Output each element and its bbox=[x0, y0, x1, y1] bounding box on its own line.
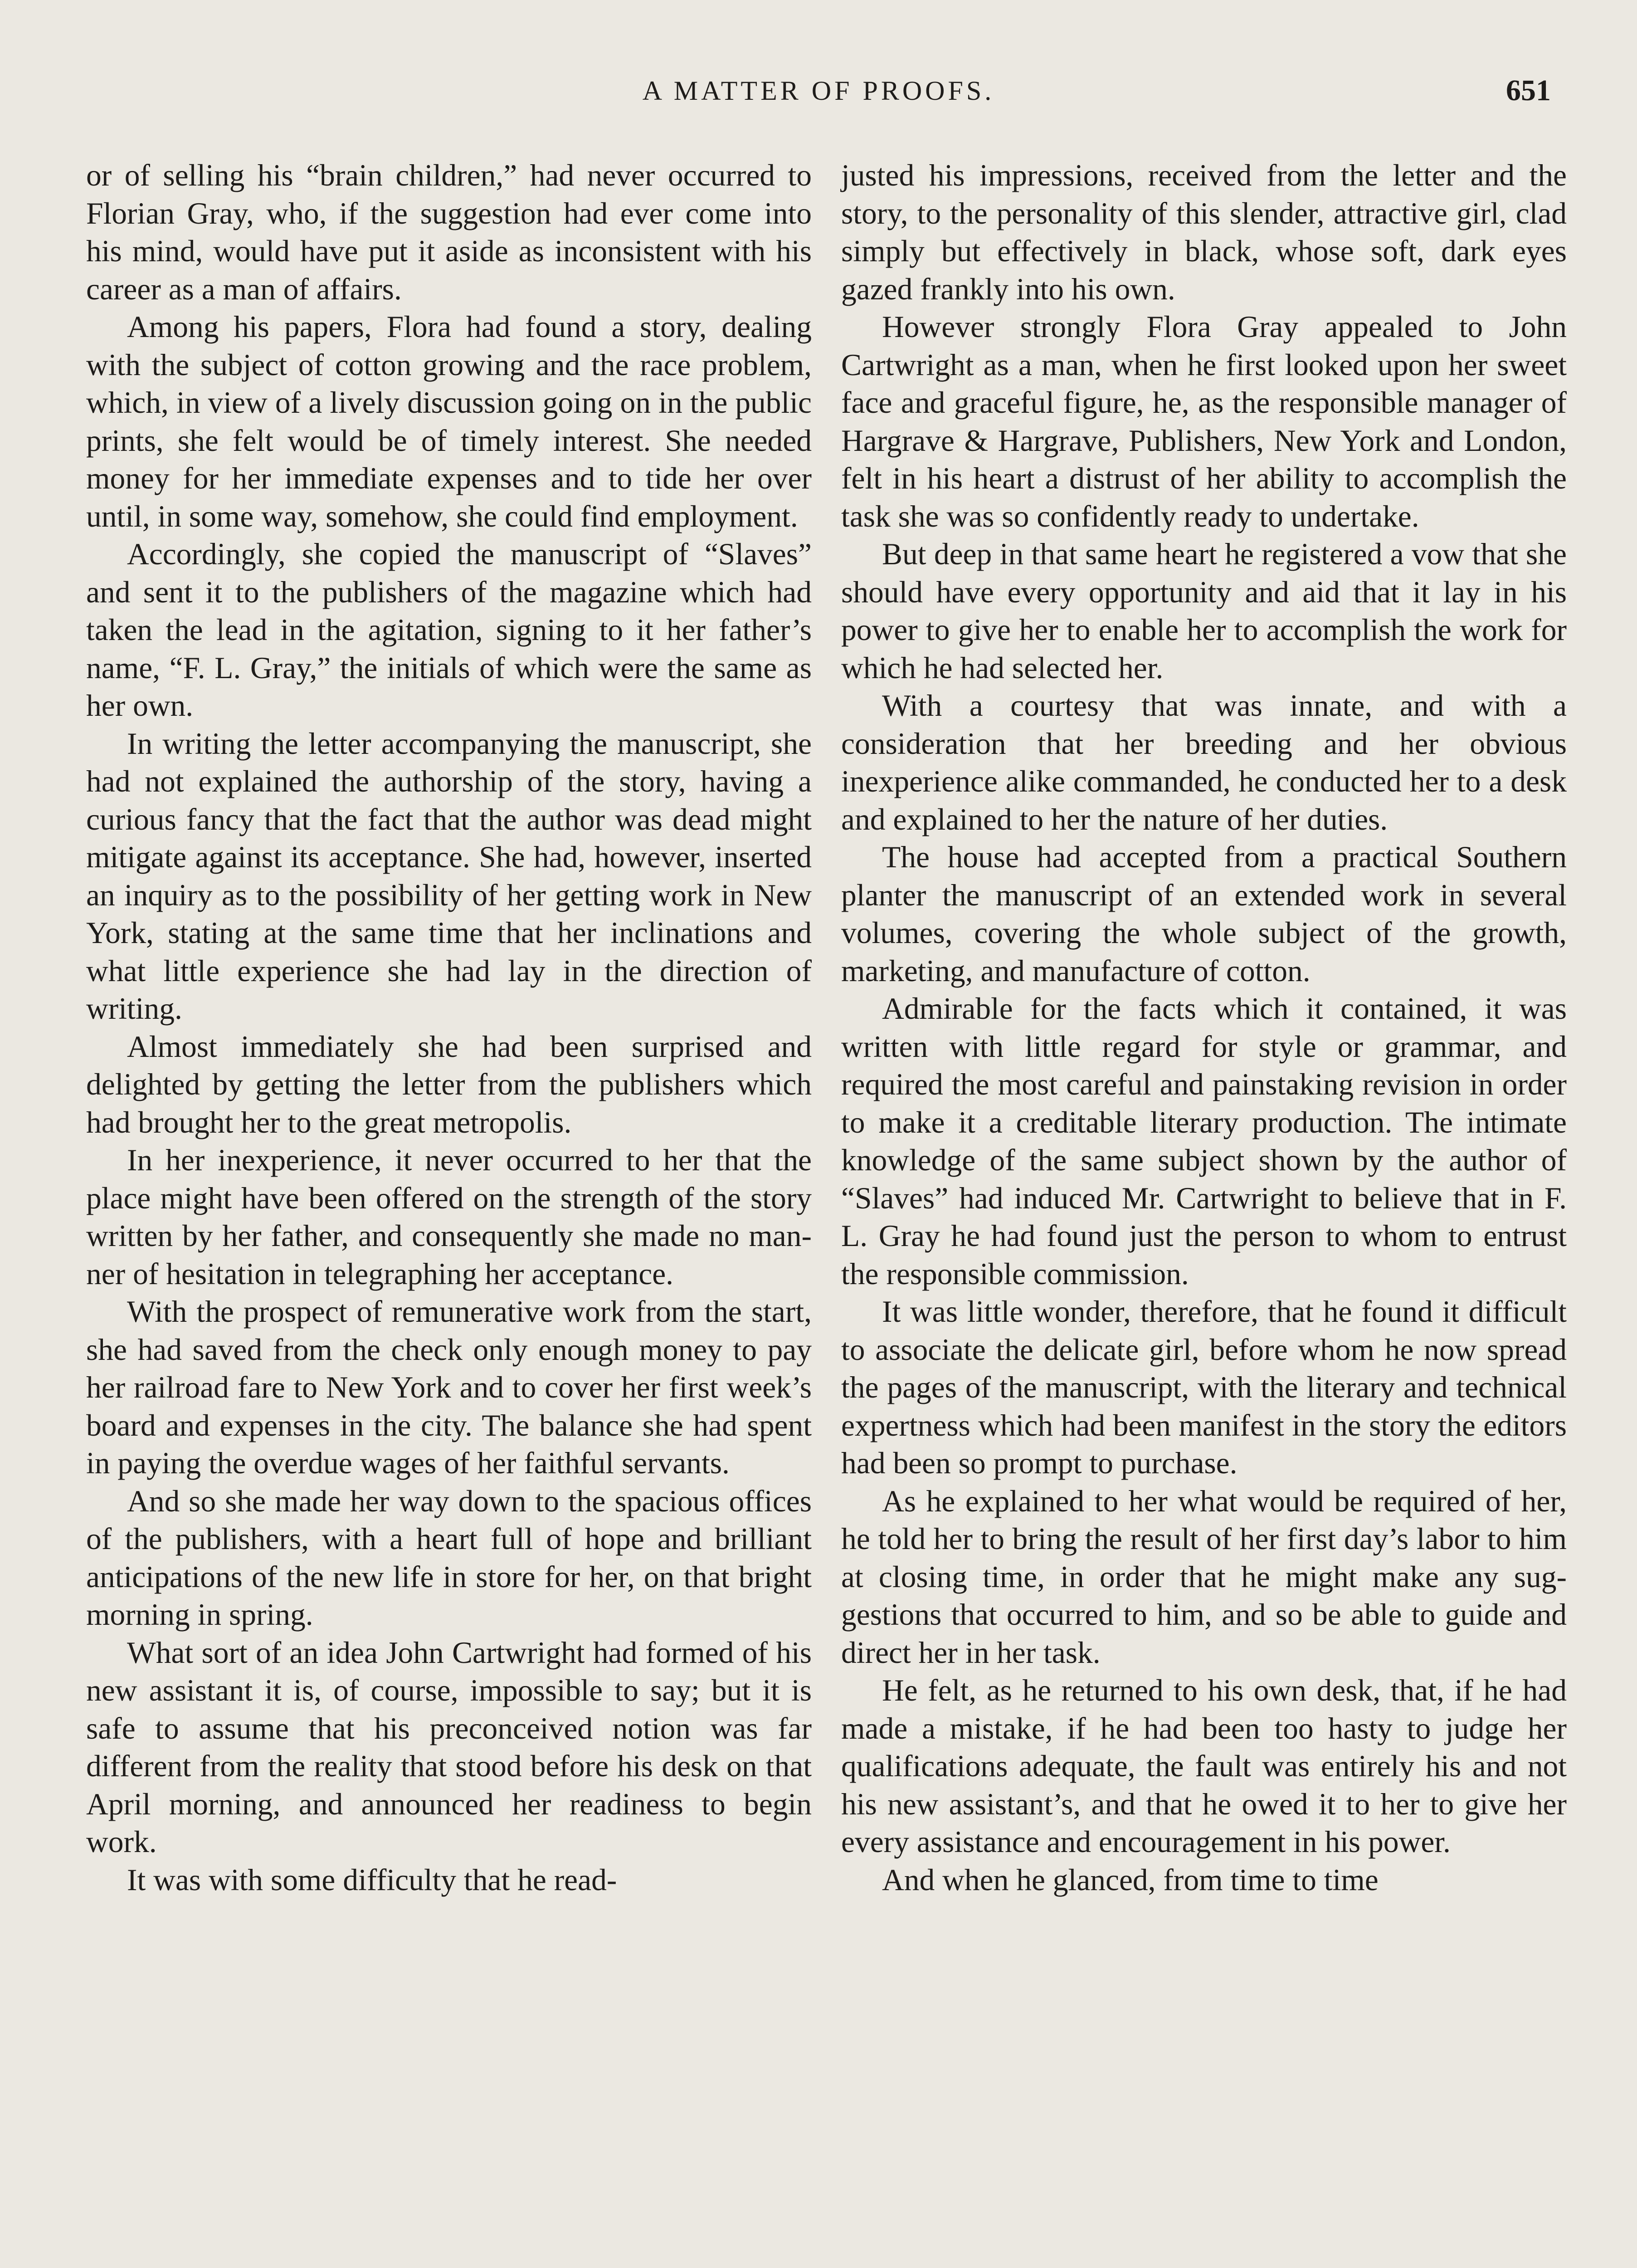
paragraph: With the prospect of remunerative work from the start, she had saved from the check only enough money to pay her railroad fare to New York and to cover her first week’s board and expenses in the city. The balance she had spent in paying the overdue wages of her faithful servants. bbox=[86, 1295, 812, 1480]
paragraph: It was with some difficulty that he read- bbox=[127, 1862, 617, 1897]
paragraph: Almost immediately she had been surprised and delighted by getting the letter from the publishers which had brought her to the great metropolis. bbox=[86, 1029, 812, 1139]
paragraph: What sort of an idea John Cartwright had formed of his new assistant it is, of course, impossible to say; but it is safe to assume that his preconceived notion was far different from the reality that stood before his desk on that April morning, and announced her readiness to begin work. bbox=[86, 1635, 812, 1859]
paragraph: And so she made her way down to the spacious offices of the publishers, with a heart full of hope and brilliant anticipations of the new life in store for her, on that bright morning in spring. bbox=[86, 1484, 812, 1632]
paragraph: However strongly Flora Gray appealed to John Cartwright as a man, when he first looked upon her sweet face and graceful figure, he, as the responsible manager of Hargrave & Hargrave, Publishers, New York and London, felt in his heart a distrust of her ability to accomplish the task she was so confidently ready to undertake. bbox=[841, 310, 1567, 533]
paragraph: In her inexperience, it never occurred to her that the place might have been offered on the strength of the story written by her father, and consequently she made no manner of hesitation in telegraphing her acceptance. bbox=[86, 1143, 812, 1291]
paragraph: It was little wonder, therefore, that he found it difficult to associate the delicate girl, before whom he now spread the pages of the manuscript, with the literary and technical expertness which had been manifest in the story the editors had been so prompt to purchase. bbox=[841, 1295, 1567, 1480]
page-number: 651 bbox=[1506, 74, 1551, 107]
paragraph: The house had accepted from a practical Southern planter the manuscript of an extended work in several volumes, covering the whole subject of the growth, marketing, and manufacture of cotton. bbox=[841, 840, 1567, 988]
paragraph: He felt, as he returned to his own desk, that, if he had made a mistake, if he had been too hasty to judge her qualifications adequate, the fault was entirely his and not his new assistant’s, and that he owed it to her to give her every assistance and encouragement in his power. bbox=[841, 1673, 1567, 1859]
paragraph: As he explained to her what would be required of her, he told her to bring the result of her first day’s labor to him at closing time, in order that he might make any suggestions that occurred to him, and so be able to guide and direct her in her task. bbox=[841, 1484, 1567, 1670]
running-head bbox=[86, 68, 1551, 113]
paragraph: And when he glanced, from time to time bbox=[882, 1862, 1379, 1897]
paragraph: With a courtesy that was innate, and with a consideration that her breeding and her obvious inexperience alike commanded, he conducted her to a desk and explained to her the nature of her duties. bbox=[841, 689, 1567, 836]
paragraph: But deep in that same heart he registered a vow that she should have every opportunity and aid that it lay in his power to give her to enable her to accomplish the work for which he had selected her. bbox=[841, 537, 1567, 685]
running-title: A MATTER OF PROOFS. bbox=[642, 76, 995, 106]
paragraph: justed his impressions, received from the letter and the story, to the personality of this slender, attractive girl, clad simply but effectively in black, whose soft, dark eyes gazed frankly into his own. bbox=[841, 158, 1567, 306]
paragraph: Among his papers, Flora had found a story, dealing with the subject of cotton growing and the race problem, which, in view of a lively discussion going on in the public prints, she felt would be of timely interest. She needed money for her immediate expenses and to tide her over until, in some way, somehow, she could find employment. bbox=[86, 310, 812, 533]
paragraph: In writing the letter accompanying the manuscript, she had not explained the authorship of the story, having a curious fancy that the fact that the author was dead might mitigate against its acceptance. She had, however, inserted an inquiry as to the possibility of her getting work in New York, stating at the same time that her inclinations and what little experience she had lay in the direction of writing. bbox=[86, 726, 812, 1026]
paragraph: Admirable for the facts which it contained, it was written with little regard for style or grammar, and required the most careful and painstaking revision in order to make it a creditable literary production. The intimate knowledge of the same subject shown by the author of “Slaves” had induced Mr. Cartwright to believe that in F. L. Gray he had found just the person to whom to entrust the responsible commission. bbox=[841, 992, 1567, 1291]
right-column bbox=[841, 156, 1567, 1899]
paragraph: Accordingly, she copied the manuscript of “Slaves” and sent it to the publishers of the magazine which had taken the lead in the agitation, signing to it her father’s name, “F. L. Gray,” the initials of which were the same as her own. bbox=[86, 537, 812, 723]
left-column bbox=[86, 156, 812, 1899]
paragraph: or of selling his “brain children,” had never occurred to Florian Gray, who, if the suggestion had ever come into his mind, would have put it aside as inconsistent with his career as a man of affairs. bbox=[86, 158, 812, 306]
